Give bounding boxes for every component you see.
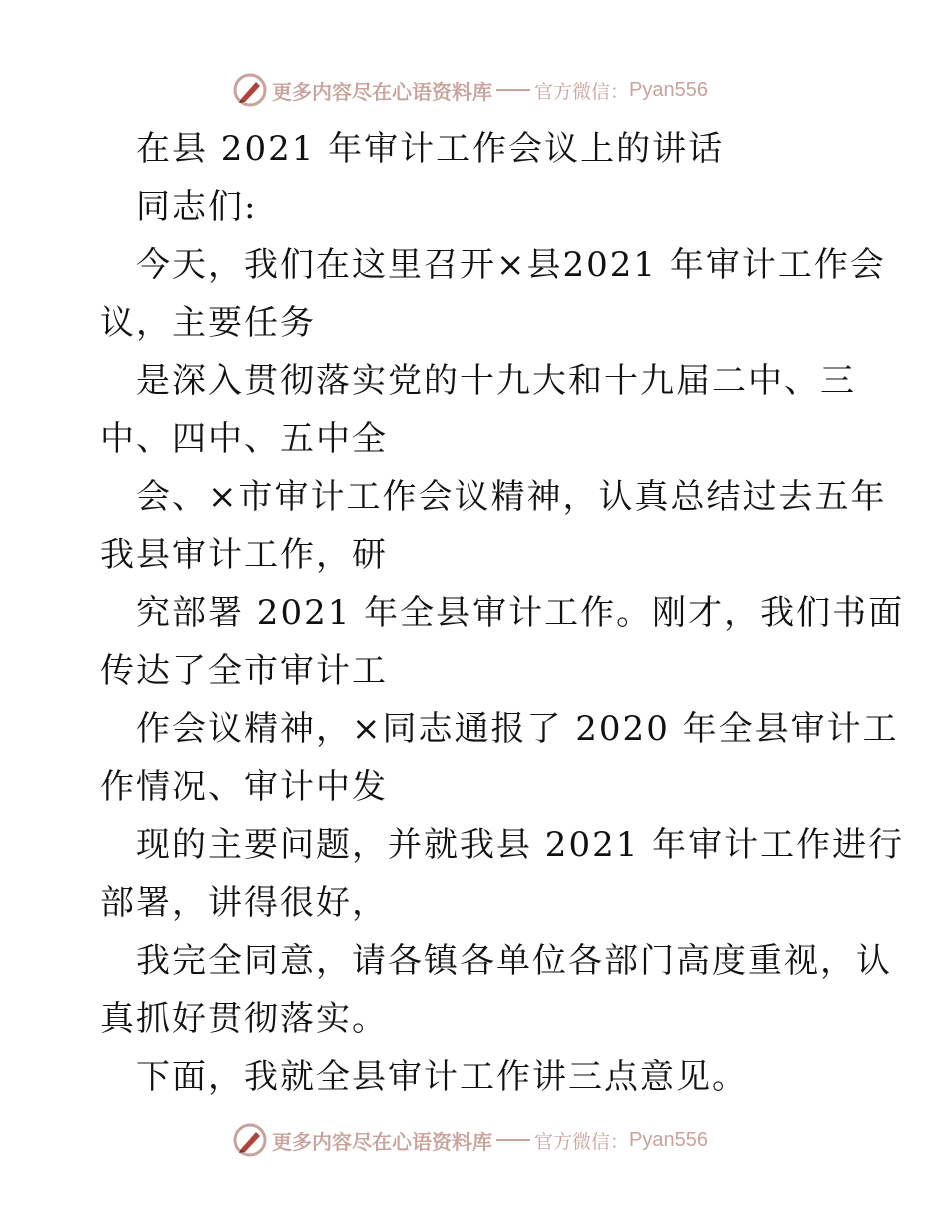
watermark-dash bbox=[496, 1139, 530, 1141]
paragraph-line: 传达了全市审计工 bbox=[100, 651, 388, 691]
watermark-id: Pyan556 bbox=[629, 78, 708, 101]
pen-logo-icon bbox=[232, 1122, 268, 1158]
paragraph-line: 今天，我们在这里召开×县2021 年审计工作会 bbox=[136, 245, 886, 285]
paragraph-line: 究部署 2021 年全县审计工作。刚才，我们书面 bbox=[136, 593, 905, 633]
watermark-text: 更多内容尽在心语资料库 bbox=[272, 1129, 492, 1154]
watermark-dash bbox=[496, 89, 530, 91]
paragraph-line: 议，主要任务 bbox=[100, 303, 316, 343]
paragraph-line: 会、×市审计工作会议精神，认真总结过去五年 bbox=[136, 477, 887, 517]
watermark-text: 更多内容尽在心语资料库 bbox=[272, 79, 492, 104]
footer-watermark bbox=[232, 1120, 708, 1160]
watermark-official: 官方微信： bbox=[534, 1130, 630, 1153]
header-watermark bbox=[232, 70, 708, 110]
document-title: 在县 2021 年审计工作会议上的讲话 bbox=[136, 129, 725, 169]
pen-logo-icon bbox=[232, 72, 268, 108]
paragraph-line: 下面，我就全县审计工作讲三点意见。 bbox=[136, 1057, 748, 1097]
document-body bbox=[100, 120, 905, 1106]
paragraph-line: 是深入贯彻落实党的十九大和十九届二中、三 bbox=[136, 361, 856, 401]
paragraph-line: 我完全同意，请各镇各单位各部门高度重视，认 bbox=[136, 941, 892, 981]
watermark-id: Pyan556 bbox=[629, 1128, 708, 1151]
paragraph-line: 我县审计工作，研 bbox=[100, 535, 388, 575]
paragraph-line: 作情况、审计中发 bbox=[100, 767, 388, 807]
paragraph-line: 中、四中、五中全 bbox=[100, 419, 388, 459]
paragraph-line: 现的主要问题，并就我县 2021 年审计工作进行 bbox=[136, 825, 905, 865]
paragraph-line: 部署，讲得很好， bbox=[100, 883, 388, 923]
salutation: 同志们: bbox=[136, 187, 258, 227]
paragraph-line: 真抓好贯彻落实。 bbox=[100, 999, 388, 1039]
watermark-official: 官方微信： bbox=[534, 80, 630, 103]
paragraph-line: 作会议精神，×同志通报了 2020 年全县审计工 bbox=[136, 709, 899, 749]
